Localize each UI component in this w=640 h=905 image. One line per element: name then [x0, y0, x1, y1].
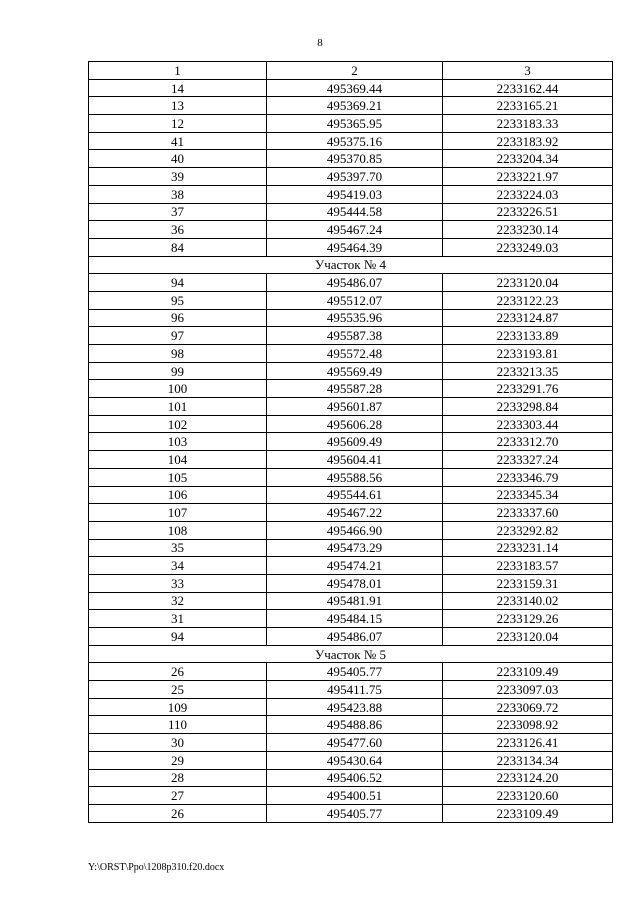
point-number-cell: 33 [89, 574, 267, 592]
y-coordinate-cell: 2233129.26 [443, 610, 613, 628]
point-number-cell: 13 [89, 97, 267, 115]
y-coordinate-cell: 2233109.49 [443, 804, 613, 822]
section-heading: Участок № 5 [89, 645, 613, 663]
table-row [89, 574, 613, 592]
y-coordinate-cell: 2233298.84 [443, 398, 613, 416]
point-number-cell: 41 [89, 132, 267, 150]
coordinates-table [88, 61, 613, 823]
section-heading: Участок № 4 [89, 256, 613, 274]
y-coordinate-cell: 2233162.44 [443, 79, 613, 97]
x-coordinate-cell: 495405.77 [267, 804, 443, 822]
x-coordinate-cell: 495572.48 [267, 345, 443, 363]
point-number-cell: 39 [89, 168, 267, 186]
table-row [89, 168, 613, 186]
table-row [89, 734, 613, 752]
x-coordinate-cell: 495588.56 [267, 468, 443, 486]
point-number-cell: 107 [89, 504, 267, 522]
table-row [89, 468, 613, 486]
point-number-cell: 28 [89, 769, 267, 787]
point-number-cell: 14 [89, 79, 267, 97]
point-number-cell: 100 [89, 380, 267, 398]
point-number-cell: 97 [89, 327, 267, 345]
table-row [89, 97, 613, 115]
page-number: 8 [317, 37, 323, 49]
table-row [89, 362, 613, 380]
point-number-cell: 84 [89, 238, 267, 256]
table-row [89, 398, 613, 416]
y-coordinate-cell: 2233213.35 [443, 362, 613, 380]
x-coordinate-cell: 495544.61 [267, 486, 443, 504]
x-coordinate-cell: 495601.87 [267, 398, 443, 416]
point-number-cell: 31 [89, 610, 267, 628]
table-row [89, 716, 613, 734]
y-coordinate-cell: 2233120.04 [443, 274, 613, 292]
table-row [89, 132, 613, 150]
point-number-cell: 105 [89, 468, 267, 486]
y-coordinate-cell: 2233120.04 [443, 628, 613, 646]
point-number-cell: 26 [89, 663, 267, 681]
x-coordinate-cell: 495369.44 [267, 79, 443, 97]
table-row [89, 291, 613, 309]
y-coordinate-cell: 2233230.14 [443, 221, 613, 239]
table-row [89, 557, 613, 575]
point-number-cell: 36 [89, 221, 267, 239]
x-coordinate-cell: 495467.22 [267, 504, 443, 522]
table-row [89, 150, 613, 168]
table-row [89, 345, 613, 363]
table-row [89, 769, 613, 787]
column-header-3: 3 [443, 62, 613, 80]
x-coordinate-cell: 495369.21 [267, 97, 443, 115]
x-coordinate-cell: 495481.91 [267, 592, 443, 610]
table-row [89, 433, 613, 451]
point-number-cell: 27 [89, 787, 267, 805]
x-coordinate-cell: 495397.70 [267, 168, 443, 186]
y-coordinate-cell: 2233124.20 [443, 769, 613, 787]
x-coordinate-cell: 495477.60 [267, 734, 443, 752]
table-row [89, 238, 613, 256]
table-row [89, 115, 613, 133]
y-coordinate-cell: 2233193.81 [443, 345, 613, 363]
y-coordinate-cell: 2233109.49 [443, 663, 613, 681]
y-coordinate-cell: 2233303.44 [443, 415, 613, 433]
x-coordinate-cell: 495484.15 [267, 610, 443, 628]
point-number-cell: 38 [89, 185, 267, 203]
point-number-cell: 99 [89, 362, 267, 380]
point-number-cell: 101 [89, 398, 267, 416]
table-row [89, 327, 613, 345]
point-number-cell: 104 [89, 451, 267, 469]
point-number-cell: 103 [89, 433, 267, 451]
x-coordinate-cell: 495486.07 [267, 274, 443, 292]
table-row [89, 521, 613, 539]
y-coordinate-cell: 2233069.72 [443, 698, 613, 716]
table-row [89, 787, 613, 805]
table-row [89, 628, 613, 646]
x-coordinate-cell: 495587.28 [267, 380, 443, 398]
y-coordinate-cell: 2233098.92 [443, 716, 613, 734]
table-row [89, 203, 613, 221]
table-row [89, 592, 613, 610]
y-coordinate-cell: 2233249.03 [443, 238, 613, 256]
y-coordinate-cell: 2233346.79 [443, 468, 613, 486]
table-body [89, 79, 613, 822]
y-coordinate-cell: 2233226.51 [443, 203, 613, 221]
section-heading-row [89, 256, 613, 274]
y-coordinate-cell: 2233120.60 [443, 787, 613, 805]
x-coordinate-cell: 495406.52 [267, 769, 443, 787]
y-coordinate-cell: 2233221.97 [443, 168, 613, 186]
table-row [89, 804, 613, 822]
y-coordinate-cell: 2233140.02 [443, 592, 613, 610]
point-number-cell: 95 [89, 291, 267, 309]
table-row [89, 610, 613, 628]
x-coordinate-cell: 495411.75 [267, 681, 443, 699]
point-number-cell: 30 [89, 734, 267, 752]
file-path-footer: Y:\ORST\Ppo\1208p310.f20.docx [88, 862, 225, 873]
x-coordinate-cell: 495587.38 [267, 327, 443, 345]
y-coordinate-cell: 2233337.60 [443, 504, 613, 522]
y-coordinate-cell: 2233165.21 [443, 97, 613, 115]
point-number-cell: 32 [89, 592, 267, 610]
x-coordinate-cell: 495444.58 [267, 203, 443, 221]
point-number-cell: 25 [89, 681, 267, 699]
x-coordinate-cell: 495400.51 [267, 787, 443, 805]
x-coordinate-cell: 495365.95 [267, 115, 443, 133]
y-coordinate-cell: 2233224.03 [443, 185, 613, 203]
point-number-cell: 34 [89, 557, 267, 575]
y-coordinate-cell: 2233327.24 [443, 451, 613, 469]
column-header-1: 1 [89, 62, 267, 80]
point-number-cell: 94 [89, 274, 267, 292]
y-coordinate-cell: 2233124.87 [443, 309, 613, 327]
x-coordinate-cell: 495370.85 [267, 150, 443, 168]
y-coordinate-cell: 2233183.33 [443, 115, 613, 133]
point-number-cell: 106 [89, 486, 267, 504]
table-row [89, 185, 613, 203]
point-number-cell: 108 [89, 521, 267, 539]
point-number-cell: 109 [89, 698, 267, 716]
y-coordinate-cell: 2233204.34 [443, 150, 613, 168]
x-coordinate-cell: 495478.01 [267, 574, 443, 592]
x-coordinate-cell: 495535.96 [267, 309, 443, 327]
point-number-cell: 102 [89, 415, 267, 433]
table-row [89, 451, 613, 469]
y-coordinate-cell: 2233097.03 [443, 681, 613, 699]
y-coordinate-cell: 2233345.34 [443, 486, 613, 504]
table-row [89, 221, 613, 239]
point-number-cell: 40 [89, 150, 267, 168]
table-row [89, 309, 613, 327]
table-row [89, 79, 613, 97]
table-row [89, 486, 613, 504]
x-coordinate-cell: 495419.03 [267, 185, 443, 203]
point-number-cell: 96 [89, 309, 267, 327]
y-coordinate-cell: 2233292.82 [443, 521, 613, 539]
x-coordinate-cell: 495609.49 [267, 433, 443, 451]
point-number-cell: 37 [89, 203, 267, 221]
table-row [89, 415, 613, 433]
x-coordinate-cell: 495464.39 [267, 238, 443, 256]
x-coordinate-cell: 495466.90 [267, 521, 443, 539]
table-row [89, 751, 613, 769]
y-coordinate-cell: 2233122.23 [443, 291, 613, 309]
x-coordinate-cell: 495569.49 [267, 362, 443, 380]
point-number-cell: 98 [89, 345, 267, 363]
x-coordinate-cell: 495512.07 [267, 291, 443, 309]
x-coordinate-cell: 495467.24 [267, 221, 443, 239]
y-coordinate-cell: 2233134.34 [443, 751, 613, 769]
point-number-cell: 29 [89, 751, 267, 769]
y-coordinate-cell: 2233183.57 [443, 557, 613, 575]
x-coordinate-cell: 495488.86 [267, 716, 443, 734]
x-coordinate-cell: 495474.21 [267, 557, 443, 575]
table-row [89, 663, 613, 681]
x-coordinate-cell: 495423.88 [267, 698, 443, 716]
x-coordinate-cell: 495375.16 [267, 132, 443, 150]
y-coordinate-cell: 2233126.41 [443, 734, 613, 752]
table-header-row [89, 62, 613, 80]
y-coordinate-cell: 2233183.92 [443, 132, 613, 150]
table-row [89, 504, 613, 522]
y-coordinate-cell: 2233159.31 [443, 574, 613, 592]
point-number-cell: 110 [89, 716, 267, 734]
x-coordinate-cell: 495604.41 [267, 451, 443, 469]
table-row [89, 681, 613, 699]
y-coordinate-cell: 2233133.89 [443, 327, 613, 345]
point-number-cell: 35 [89, 539, 267, 557]
y-coordinate-cell: 2233231.14 [443, 539, 613, 557]
table-row [89, 698, 613, 716]
point-number-cell: 26 [89, 804, 267, 822]
x-coordinate-cell: 495473.29 [267, 539, 443, 557]
x-coordinate-cell: 495430.64 [267, 751, 443, 769]
table-row [89, 539, 613, 557]
table-row [89, 380, 613, 398]
x-coordinate-cell: 495486.07 [267, 628, 443, 646]
point-number-cell: 12 [89, 115, 267, 133]
column-header-2: 2 [267, 62, 443, 80]
table-row [89, 274, 613, 292]
x-coordinate-cell: 495405.77 [267, 663, 443, 681]
y-coordinate-cell: 2233312.70 [443, 433, 613, 451]
section-heading-row [89, 645, 613, 663]
y-coordinate-cell: 2233291.76 [443, 380, 613, 398]
point-number-cell: 94 [89, 628, 267, 646]
x-coordinate-cell: 495606.28 [267, 415, 443, 433]
